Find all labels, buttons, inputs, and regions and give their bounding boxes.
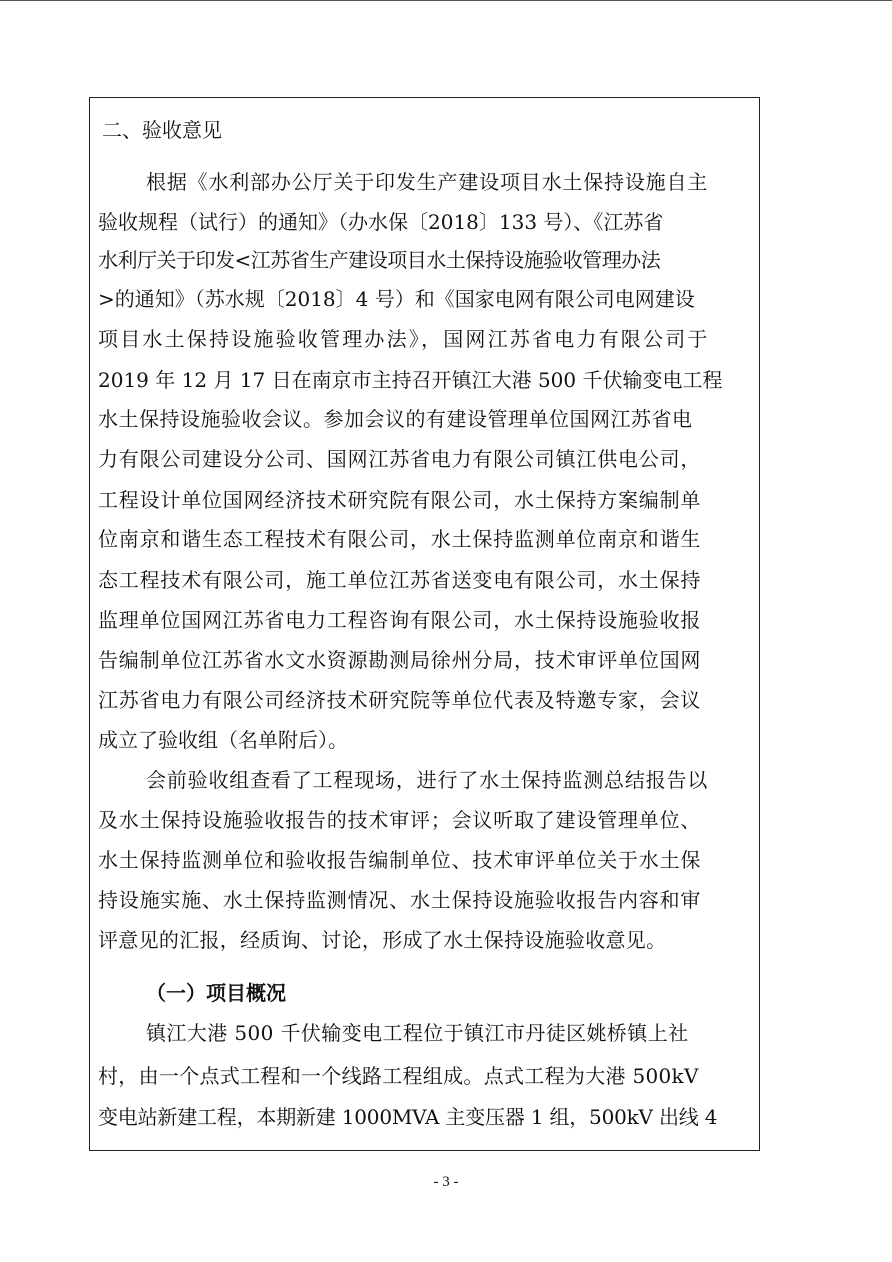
paragraph-line: 位南京和谐生态工程技术有限公司，水土保持监测单位南京和谐生 (98, 527, 702, 551)
paragraph-line: 持设施实施、水土保持监测情况、水土保持设施验收报告内容和审 (98, 888, 702, 912)
paragraph-line: 2019 年 12 月 17 日在南京市主持召开镇江大港 500 千伏输变电工程 (98, 368, 723, 392)
paragraph-line: >的通知》（苏水规〔2018〕4 号）和《国家电网有限公司电网建设 (98, 287, 695, 311)
paragraph-line: 态工程技术有限公司，施工单位江苏省送变电有限公司，水土保持 (98, 568, 702, 592)
paragraph-line: 村，由一个点式工程和一个线路工程组成。点式工程为大港 500kV (98, 1064, 699, 1088)
paragraph-line: 水土保持设施验收会议。参加会议的有建设管理单位国网江苏省电 (98, 407, 693, 431)
paragraph-line: 会前验收组查看了工程现场，进行了水土保持监测总结报告以 (146, 768, 709, 792)
paragraph-line: 评意见的汇报，经质询、讨论，形成了水土保持设施验收意见。 (98, 928, 667, 952)
paragraph-line: 工程设计单位国网经济技术研究院有限公司，水土保持方案编制单 (98, 488, 702, 512)
paragraph-line: 及水土保持设施验收报告的技术审评；会议听取了建设管理单位、 (98, 808, 702, 832)
paragraph-line: 变电站新建工程，本期新建 1000MVA 主变压器 1 组，500kV 出线 4 (98, 1105, 718, 1129)
paragraph-line: 水利厅关于印发<江苏省生产建设项目水土保持设施验收管理办法 (98, 248, 661, 272)
section-title: 二、验收意见 (102, 118, 222, 142)
paragraph-line: 根据《水利部办公厅关于印发生产建设项目水土保持设施自主 (146, 170, 709, 194)
paragraph-line: 力有限公司建设分公司、国网江苏省电力有限公司镇江供电公司， (98, 447, 702, 471)
paragraph-line: 告编制单位江苏省水文水资源勘测局徐州分局，技术审评单位国网 (98, 648, 702, 672)
content-frame (89, 97, 760, 1151)
page-number: - 3 - (433, 1174, 459, 1190)
subsection-heading: （一）项目概况 (146, 981, 286, 1005)
paragraph-line: 镇江大港 500 千伏输变电工程位于镇江市丹徒区姚桥镇上社 (146, 1021, 689, 1045)
paragraph-line: 水土保持监测单位和验收报告编制单位、技术审评单位关于水土保 (98, 848, 702, 872)
top-border-line (0, 0, 892, 1)
paragraph-line: 验收规程（试行）的通知》（办水保〔2018〕133 号）、《江苏省 (98, 210, 664, 234)
paragraph-line: 成立了验收组（名单附后）。 (98, 728, 348, 752)
paragraph-line: 监理单位国网江苏省电力工程咨询有限公司，水土保持设施验收报 (98, 608, 702, 632)
paragraph-line: 江苏省电力有限公司经济技术研究院等单位代表及特邀专家，会议 (98, 688, 702, 712)
paragraph-line: 项目水土保持设施验收管理办法》，国网江苏省电力有限公司于 (98, 327, 710, 351)
